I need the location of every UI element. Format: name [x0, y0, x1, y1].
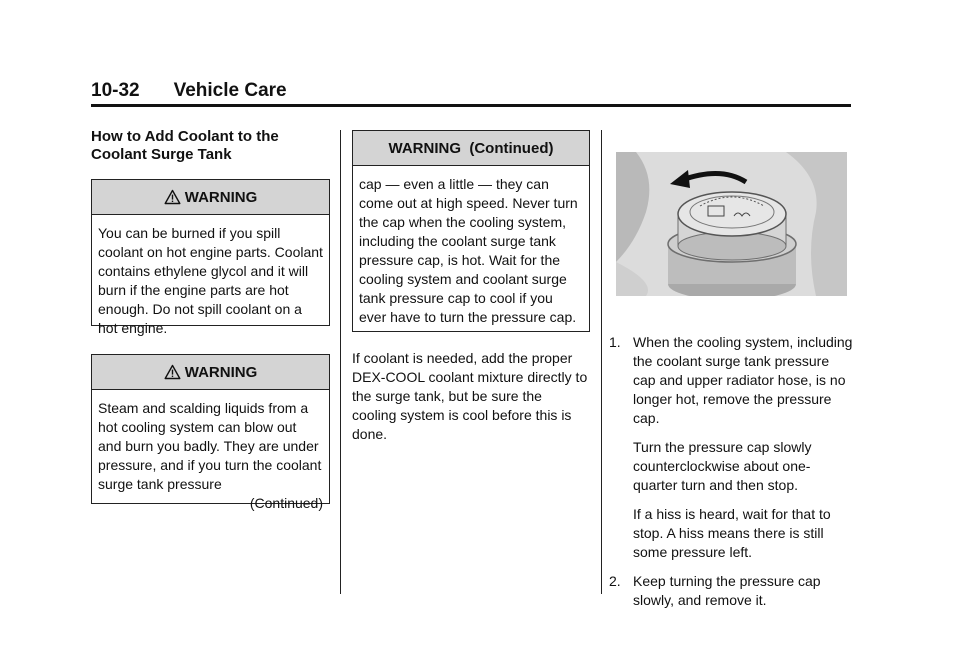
- warning-box-1-header: [92, 180, 329, 215]
- step-text: [633, 572, 854, 610]
- warning-box-1-text: You can be burned if you spill coolant on hot engine parts. Coolant contains ethylene glycol and it will burn if the engine parts are hot enough. Do not spill coolant on a hot engine.: [98, 225, 323, 336]
- warning-box-continued-title: WARNING (Continued): [388, 139, 554, 157]
- left-column: [91, 128, 330, 511]
- step-paragraph: If a hiss is heard, wait for that to stop. A hiss means there is still some pressure left.: [633, 506, 831, 560]
- header-rule: [91, 104, 851, 107]
- steps-list: [609, 333, 854, 620]
- warning-box-2-header: [92, 355, 329, 390]
- warning-triangle-icon: [164, 189, 181, 205]
- step-number: 2.: [609, 573, 621, 589]
- column-divider-1: [340, 130, 341, 594]
- step-item-2: [609, 572, 854, 610]
- middle-column: [352, 130, 590, 444]
- step-paragraph: Turn the pressure cap slowly counterclockwise about one-quarter turn and then stop.: [633, 439, 812, 493]
- page-number: 10-32: [91, 80, 140, 101]
- coolant-paragraph: If coolant is needed, add the proper DEX-COOL coolant mixture directly to the surge tank, but be sure the cooling system is cool before this is done.: [352, 350, 588, 442]
- section-title: Vehicle Care: [173, 80, 287, 101]
- warning-box-continued-header: [353, 131, 589, 166]
- warning-box-2-text: Steam and scalding liquids from a hot cooling system can blow out and burn you badly. They are under pressure, and if you turn the coolant surge tank pressure: [98, 400, 322, 492]
- warning-box-1-body: [92, 215, 329, 346]
- warning-box-2-body: [92, 390, 329, 521]
- page-header: [91, 80, 287, 106]
- step-paragraph: When the cooling system, including the coolant surge tank pressure cap and upper radiator hose, is no longer hot, remove the pressure cap.: [633, 334, 853, 426]
- step-number: 1.: [609, 334, 621, 350]
- warning-box-continued: [352, 130, 590, 332]
- warning-triangle-icon: [164, 364, 181, 380]
- warning-box-2-title: WARNING: [184, 363, 258, 381]
- step-paragraph: Keep turning the pressure cap slowly, and remove it.: [633, 573, 821, 608]
- warning-box-1: [91, 179, 330, 336]
- step-text: [633, 333, 854, 562]
- step-item-1: [609, 333, 854, 562]
- warning-box-1-title: WARNING: [184, 188, 258, 206]
- warning-box-2: [91, 354, 330, 511]
- warning-box-continued-text: cap — even a little — they can come out at high speed. Never turn the cap when the cooling system, including the coolant surge tank pressure cap, is hot. Wait for the cooling system and coolant surge tank pressure cap to cool if you ever have to turn the pressure cap.: [359, 176, 578, 325]
- pressure-cap-illustration: [616, 152, 847, 296]
- column-divider-2: [601, 130, 602, 594]
- section-heading: How to Add Coolant to the Coolant Surge Tank: [91, 128, 279, 163]
- pressure-cap-drawing: [616, 152, 847, 296]
- warning-box-continued-body: [353, 166, 589, 335]
- continued-label: (Continued): [249, 495, 323, 511]
